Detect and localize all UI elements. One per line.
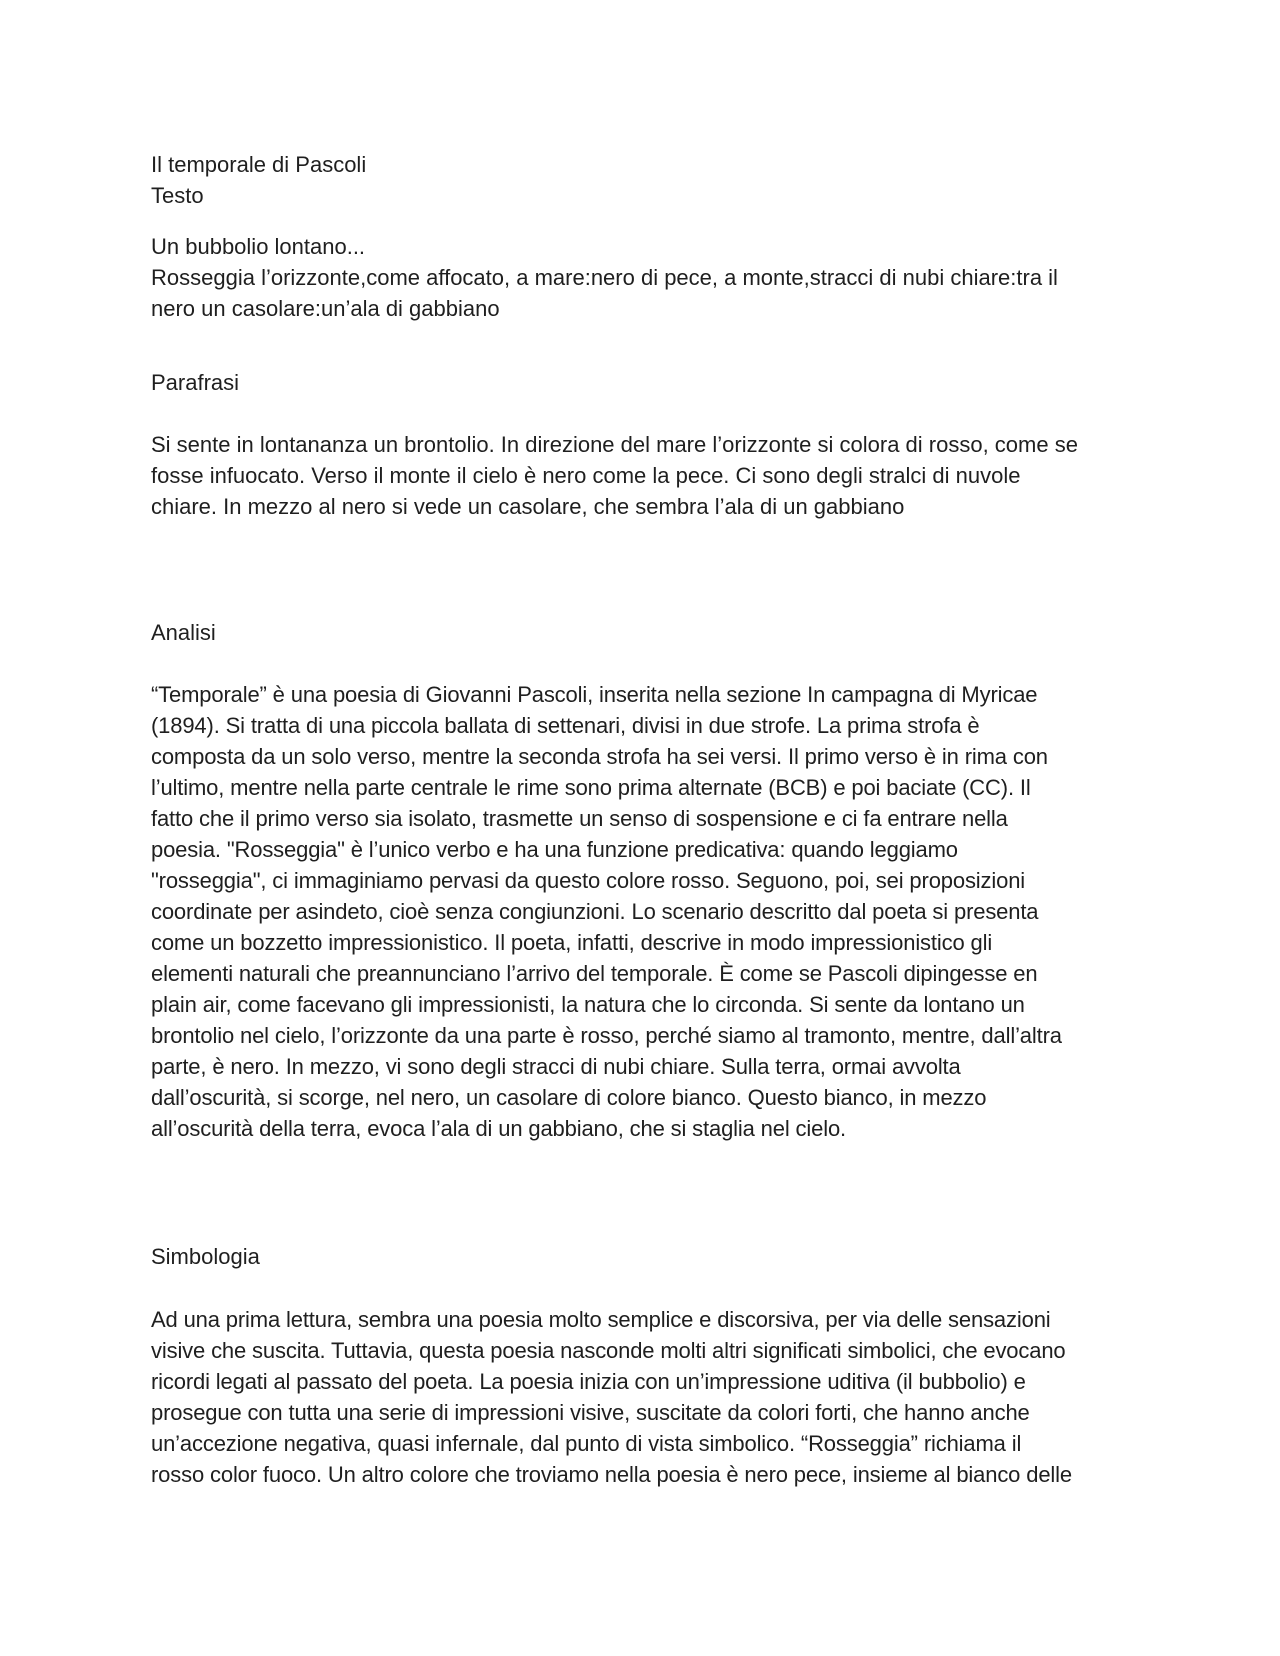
analysis-line: plain air, come facevano gli impressionisti, la natura che lo circonda. Si sente da lontano un <box>151 992 1025 1017</box>
analysis-line: coordinate per asindeto, cioè senza congiunzioni. Lo scenario descritto dal poeta si presenta <box>151 899 1039 924</box>
poem-first-verse: Un bubbolio lontano... <box>151 234 366 259</box>
analysis-line: (1894). Si tratta di una piccola ballata di settenari, divisi in due strofe. La prima strofa è <box>151 713 980 738</box>
symbolism-heading-block <box>151 1241 1136 1272</box>
document-title: Il temporale di Pascoli <box>151 152 367 177</box>
poem-line: nero un casolare:un’ala di gabbiano <box>151 296 500 321</box>
analysis-line: parte, è nero. In mezzo, vi sono degli stracci di nubi chiare. Sulla terra, ormai avvolta <box>151 1054 961 1079</box>
analysis-line: all’oscurità della terra, evoca l’ala di un gabbiano, che si staglia nel cielo. <box>151 1116 847 1141</box>
paraphrase-body <box>151 429 1136 522</box>
symbolism-line: visive che suscita. Tuttavia, questa poesia nasconde molti altri significati simbolici, che evocano <box>151 1338 1066 1363</box>
analysis-line: elementi naturali che preannunciano l’arrivo del temporale. È come se Pascoli dipingesse en <box>151 961 1038 986</box>
symbolism-line: Ad una prima lettura, sembra una poesia molto semplice e discorsiva, per via delle sensazioni <box>151 1307 1051 1332</box>
symbolism-line: un’accezione negativa, quasi infernale, dal punto di vista simbolico. “Rosseggia” richiama il <box>151 1431 1022 1456</box>
symbolism-line: ricordi legati al passato del poeta. La poesia inizia con un’impressione uditiva (il bubbolio) e <box>151 1369 1026 1394</box>
analysis-line: poesia. "Rosseggia" è l’unico verbo e ha una funzione predicativa: quando leggiamo <box>151 837 958 862</box>
paraphrase-heading-block <box>151 367 1136 398</box>
paraphrase-line: fosse infuocato. Verso il monte il cielo è nero come la pece. Ci sono degli stralci di nuvole <box>151 463 1021 488</box>
paraphrase-heading: Parafrasi <box>151 370 240 395</box>
document-subtitle: Testo <box>151 183 204 208</box>
symbolism-line: prosegue con tutta una serie di impressioni visive, suscitate da colori forti, che hanno anche <box>151 1400 1030 1425</box>
symbolism-body <box>151 1304 1136 1490</box>
analysis-line: “Temporale” è una poesia di Giovanni Pascoli, inserita nella sezione In campagna di Myricae <box>151 682 1038 707</box>
analysis-line: brontolio nel cielo, l’orizzonte da una parte è rosso, perché siamo al tramonto, mentre, dall’altra <box>151 1023 1062 1048</box>
analysis-line: "rosseggia", ci immaginiamo pervasi da questo colore rosso. Seguono, poi, sei proposizioni <box>151 868 1026 893</box>
symbolism-heading: Simbologia <box>151 1244 260 1269</box>
analysis-line: fatto che il primo verso sia isolato, trasmette un senso di sospensione e ci fa entrare nella <box>151 806 1008 831</box>
poem-block <box>151 231 1136 324</box>
analysis-body <box>151 679 1136 1144</box>
analysis-line: composta da un solo verso, mentre la seconda strofa ha sei versi. Il primo verso è in rima con <box>151 744 1048 769</box>
analysis-line: dall’oscurità, si scorge, nel nero, un casolare di colore bianco. Questo bianco, in mezzo <box>151 1085 987 1110</box>
paraphrase-line: Si sente in lontananza un brontolio. In direzione del mare l’orizzonte si colora di rosso, come se <box>151 432 1078 457</box>
symbolism-line: rosso color fuoco. Un altro colore che troviamo nella poesia è nero pece, insieme al bianco delle <box>151 1462 1072 1487</box>
paraphrase-line: chiare. In mezzo al nero si vede un casolare, che sembra l’ala di un gabbiano <box>151 494 905 519</box>
analysis-heading: Analisi <box>151 620 216 645</box>
poem-line: Rosseggia l’orizzonte,come affocato, a mare:nero di pece, a monte,stracci di nubi chiare:tra il <box>151 265 1058 290</box>
analysis-line: come un bozzetto impressionistico. Il poeta, infatti, descrive in modo impressionistico gli <box>151 930 993 955</box>
analysis-line: l’ultimo, mentre nella parte centrale le rime sono prima alternate (BCB) e poi baciate (CC). Il <box>151 775 1031 800</box>
title-block <box>151 149 1136 211</box>
analysis-heading-block <box>151 617 1136 648</box>
